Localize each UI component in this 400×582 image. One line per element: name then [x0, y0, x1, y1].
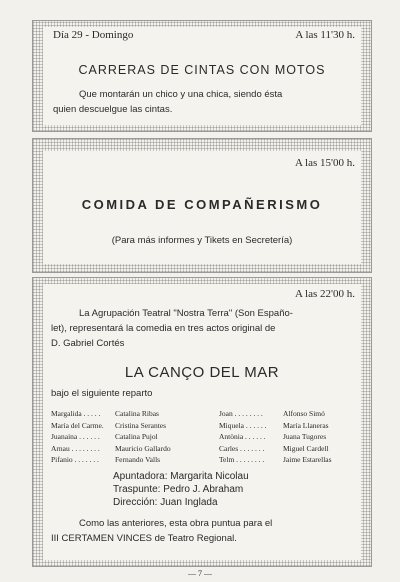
cast-actor: Catalina Pujol: [115, 432, 158, 441]
cast-role: Arnau . . . . . . . .: [51, 443, 100, 453]
section1-time: A las 11'30 h.: [295, 29, 355, 41]
cast-actor: María Llaneras: [283, 420, 329, 430]
cast-role: Juanaina . . . . . .: [51, 432, 100, 441]
section-lunch-panel: [32, 138, 372, 273]
cast-actor: Mauricio Gallardo: [115, 443, 171, 453]
cast-role: Telm . . . . . . . .: [219, 455, 265, 464]
section2-title: COMIDA DE COMPAÑERISMO: [81, 197, 323, 212]
play-title: LA CANÇO DEL MAR: [124, 364, 280, 381]
section3-intro-line3: D. Gabriel Cortés: [51, 338, 125, 349]
section-evening-panel: [32, 277, 372, 567]
section2-time: A las 15'00 h.: [294, 157, 355, 169]
footer-line2: III CERTAMEN VINCES de Teatro Regional.: [51, 533, 237, 544]
section1-desc-line2: quien descuelgue las cintas.: [53, 104, 173, 115]
cast-actor: Miguel Cardell: [283, 443, 329, 453]
cast-actor: Cristina Serantes: [115, 420, 167, 430]
section1-title: CARRERAS DE CINTAS CON MOTOS: [78, 63, 326, 77]
cast-role: Pifanio . . . . . . .: [51, 455, 99, 464]
cast-role: Margalida . . . . .: [51, 409, 101, 418]
traspunte: Traspunte: Pedro J. Abraham: [113, 484, 244, 495]
cast-actor: Alfonso Simó: [283, 409, 325, 418]
direccion: Dirección: Juan Inglada: [113, 497, 218, 508]
cast-role: Miquela . . . . . .: [219, 420, 267, 430]
apuntadora: Apuntadora: Margarita Nicolau: [113, 471, 249, 482]
footer-line1: Como las anteriores, esta obra puntua para el: [79, 518, 273, 529]
section2-note: (Para más informes y Tikets en Secretería): [111, 235, 293, 246]
cast-role: María del Carme.: [51, 420, 104, 430]
section3-intro-line1: La Agrupación Teatral "Nostra Terra" (Son Españo-: [79, 308, 293, 319]
section-morning-panel: [32, 20, 372, 132]
cast-role: Carles . . . . . . .: [219, 443, 265, 453]
crew-list: [113, 470, 249, 509]
cast-left-roles: [51, 408, 104, 466]
section1-date: Día 29 - Domingo: [53, 29, 134, 41]
section1-desc-line1: Que montarán un chico y una chica, siendo ésta: [79, 89, 283, 100]
cast-actor: Juana Tugores: [283, 432, 327, 441]
cast-left-actors: [115, 408, 171, 466]
cast-role: Antònia . . . . . .: [219, 432, 266, 441]
reparto-label: bajo el siguiente reparto: [51, 388, 153, 399]
cast-role: Joan . . . . . . . .: [219, 409, 263, 418]
cast-actor: Jaime Estarellas: [283, 455, 332, 464]
section3-intro-line2: let), representará la comedia en tres actos original de: [51, 323, 276, 334]
cast-actor: Catalina Ribas: [115, 409, 159, 418]
cast-actor: Fernando Valls: [115, 455, 161, 464]
section3-time: A las 22'00 h.: [294, 288, 355, 300]
page-number: — 7 —: [188, 569, 212, 578]
cast-right-roles: [219, 408, 267, 466]
cast-right-actors: [283, 408, 332, 466]
